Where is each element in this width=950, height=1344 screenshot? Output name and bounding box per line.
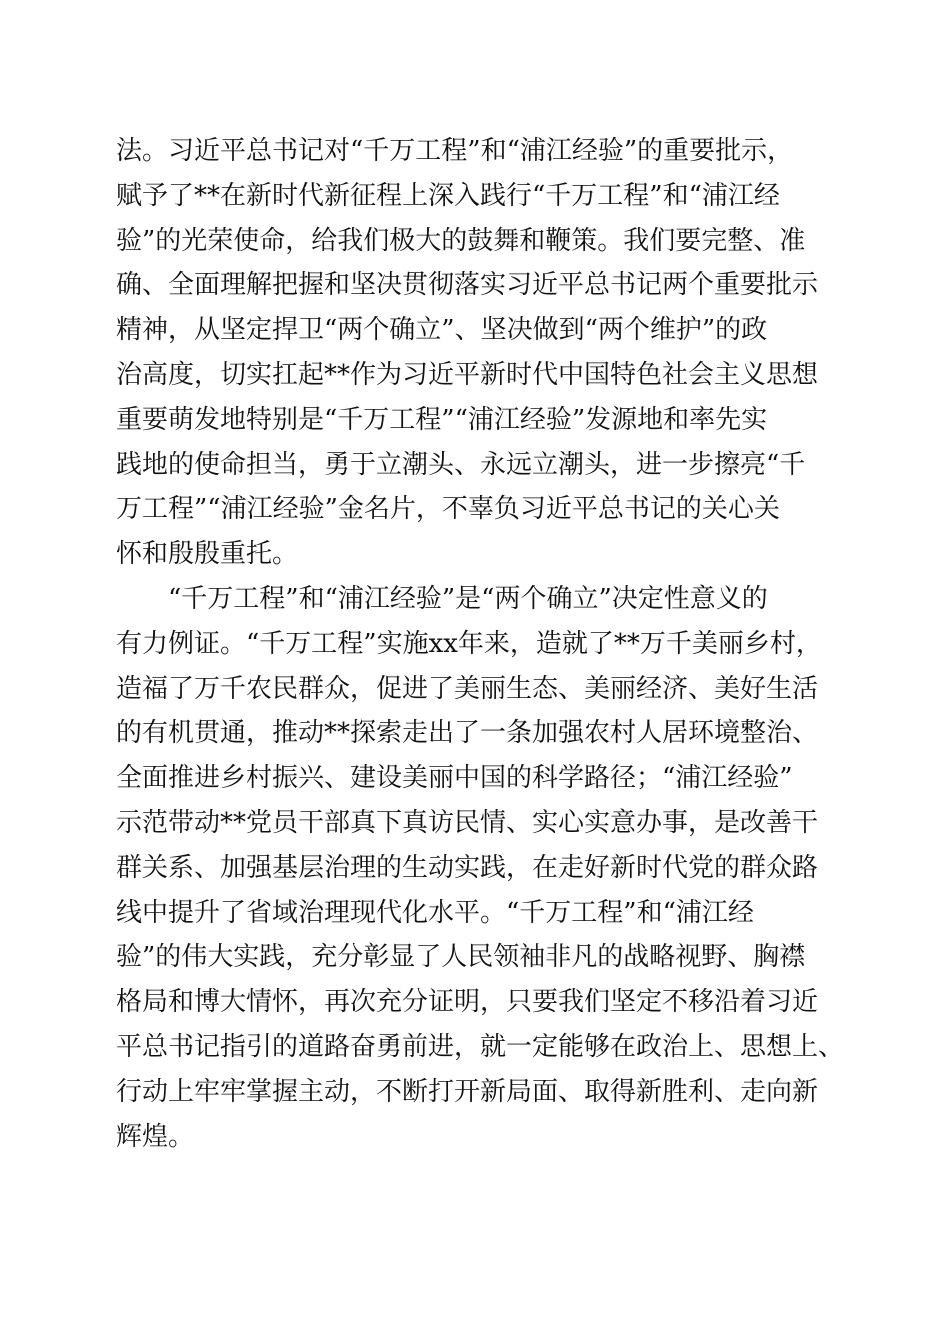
text-line: 验”的光荣使命，给我们极大的鼓舞和鞭策。我们要完整、准 <box>116 225 806 256</box>
text-line: 确、全面理解把握和坚决贯彻落实习近平总书记两个重要批示 <box>116 270 819 301</box>
text-line: 有力例证。“千万工程”实施xx年来，造就了**万千美丽乡村， <box>116 628 822 659</box>
text-line: 辉煌。 <box>116 1121 195 1152</box>
text-line: 线中提升了省域治理现代化水平。“千万工程”和“浦江经 <box>116 897 754 928</box>
text-line: 法。习近平总书记对“千万工程”和“浦江经验”的重要批示， <box>116 136 794 166</box>
text-line: 的有机贯通，推动**探索走出了一条加强农村人居环境整治、 <box>116 718 819 749</box>
paragraph-1 <box>116 129 846 577</box>
text-line: 全面推进乡村振兴、建设美丽中国的科学路径；“浦江经验” <box>116 763 793 794</box>
text-line: 万工程”“浦江经验”金名片，不辜负习近平总书记的关心关 <box>116 494 780 525</box>
text-line: 治高度，切实扛起**作为习近平新时代中国特色社会主义思想 <box>116 359 819 390</box>
text-line: 格局和博大情怀，再次充分证明，只要我们坚定不移沿着习近 <box>116 987 819 1018</box>
text-line: 赋予了**在新时代新征程上深入践行“千万工程”和“浦江经 <box>116 180 780 211</box>
text-line: 群关系、加强基层治理的生动实践，在走好新时代党的群众路 <box>116 852 819 883</box>
text-line: 平总书记指引的道路奋勇前进，就一定能够在政治上、思想上、 <box>116 1031 845 1062</box>
text-line: 验”的伟大实践，充分彰显了人民领袖非凡的战略视野、胸襟 <box>116 942 806 973</box>
text-line: “千万工程”和“浦江经验”是“两个确立”决定性意义的 <box>116 583 768 614</box>
text-line: 践地的使命担当，勇于立潮头、永远立潮头，进一步擦亮“千 <box>116 449 806 480</box>
document-body <box>116 129 846 1159</box>
text-line: 示范带动**党员干部真下真访民情、实心实意办事，是改善干 <box>116 807 819 838</box>
paragraph-2 <box>116 577 846 1159</box>
text-line: 造福了万千农民群众，促进了美丽生态、美丽经济、美好生活 <box>116 673 819 704</box>
text-line: 怀和殷殷重托。 <box>116 539 299 570</box>
text-line: 精神，从坚定捍卫“两个确立”、坚决做到“两个维护”的政 <box>116 315 768 346</box>
text-line: 行动上牢牢掌握主动，不断打开新局面、取得新胜利、走向新 <box>116 1076 819 1107</box>
text-line: 重要萌发地特别是“千万工程”“浦江经验”发源地和率先实 <box>116 404 768 435</box>
